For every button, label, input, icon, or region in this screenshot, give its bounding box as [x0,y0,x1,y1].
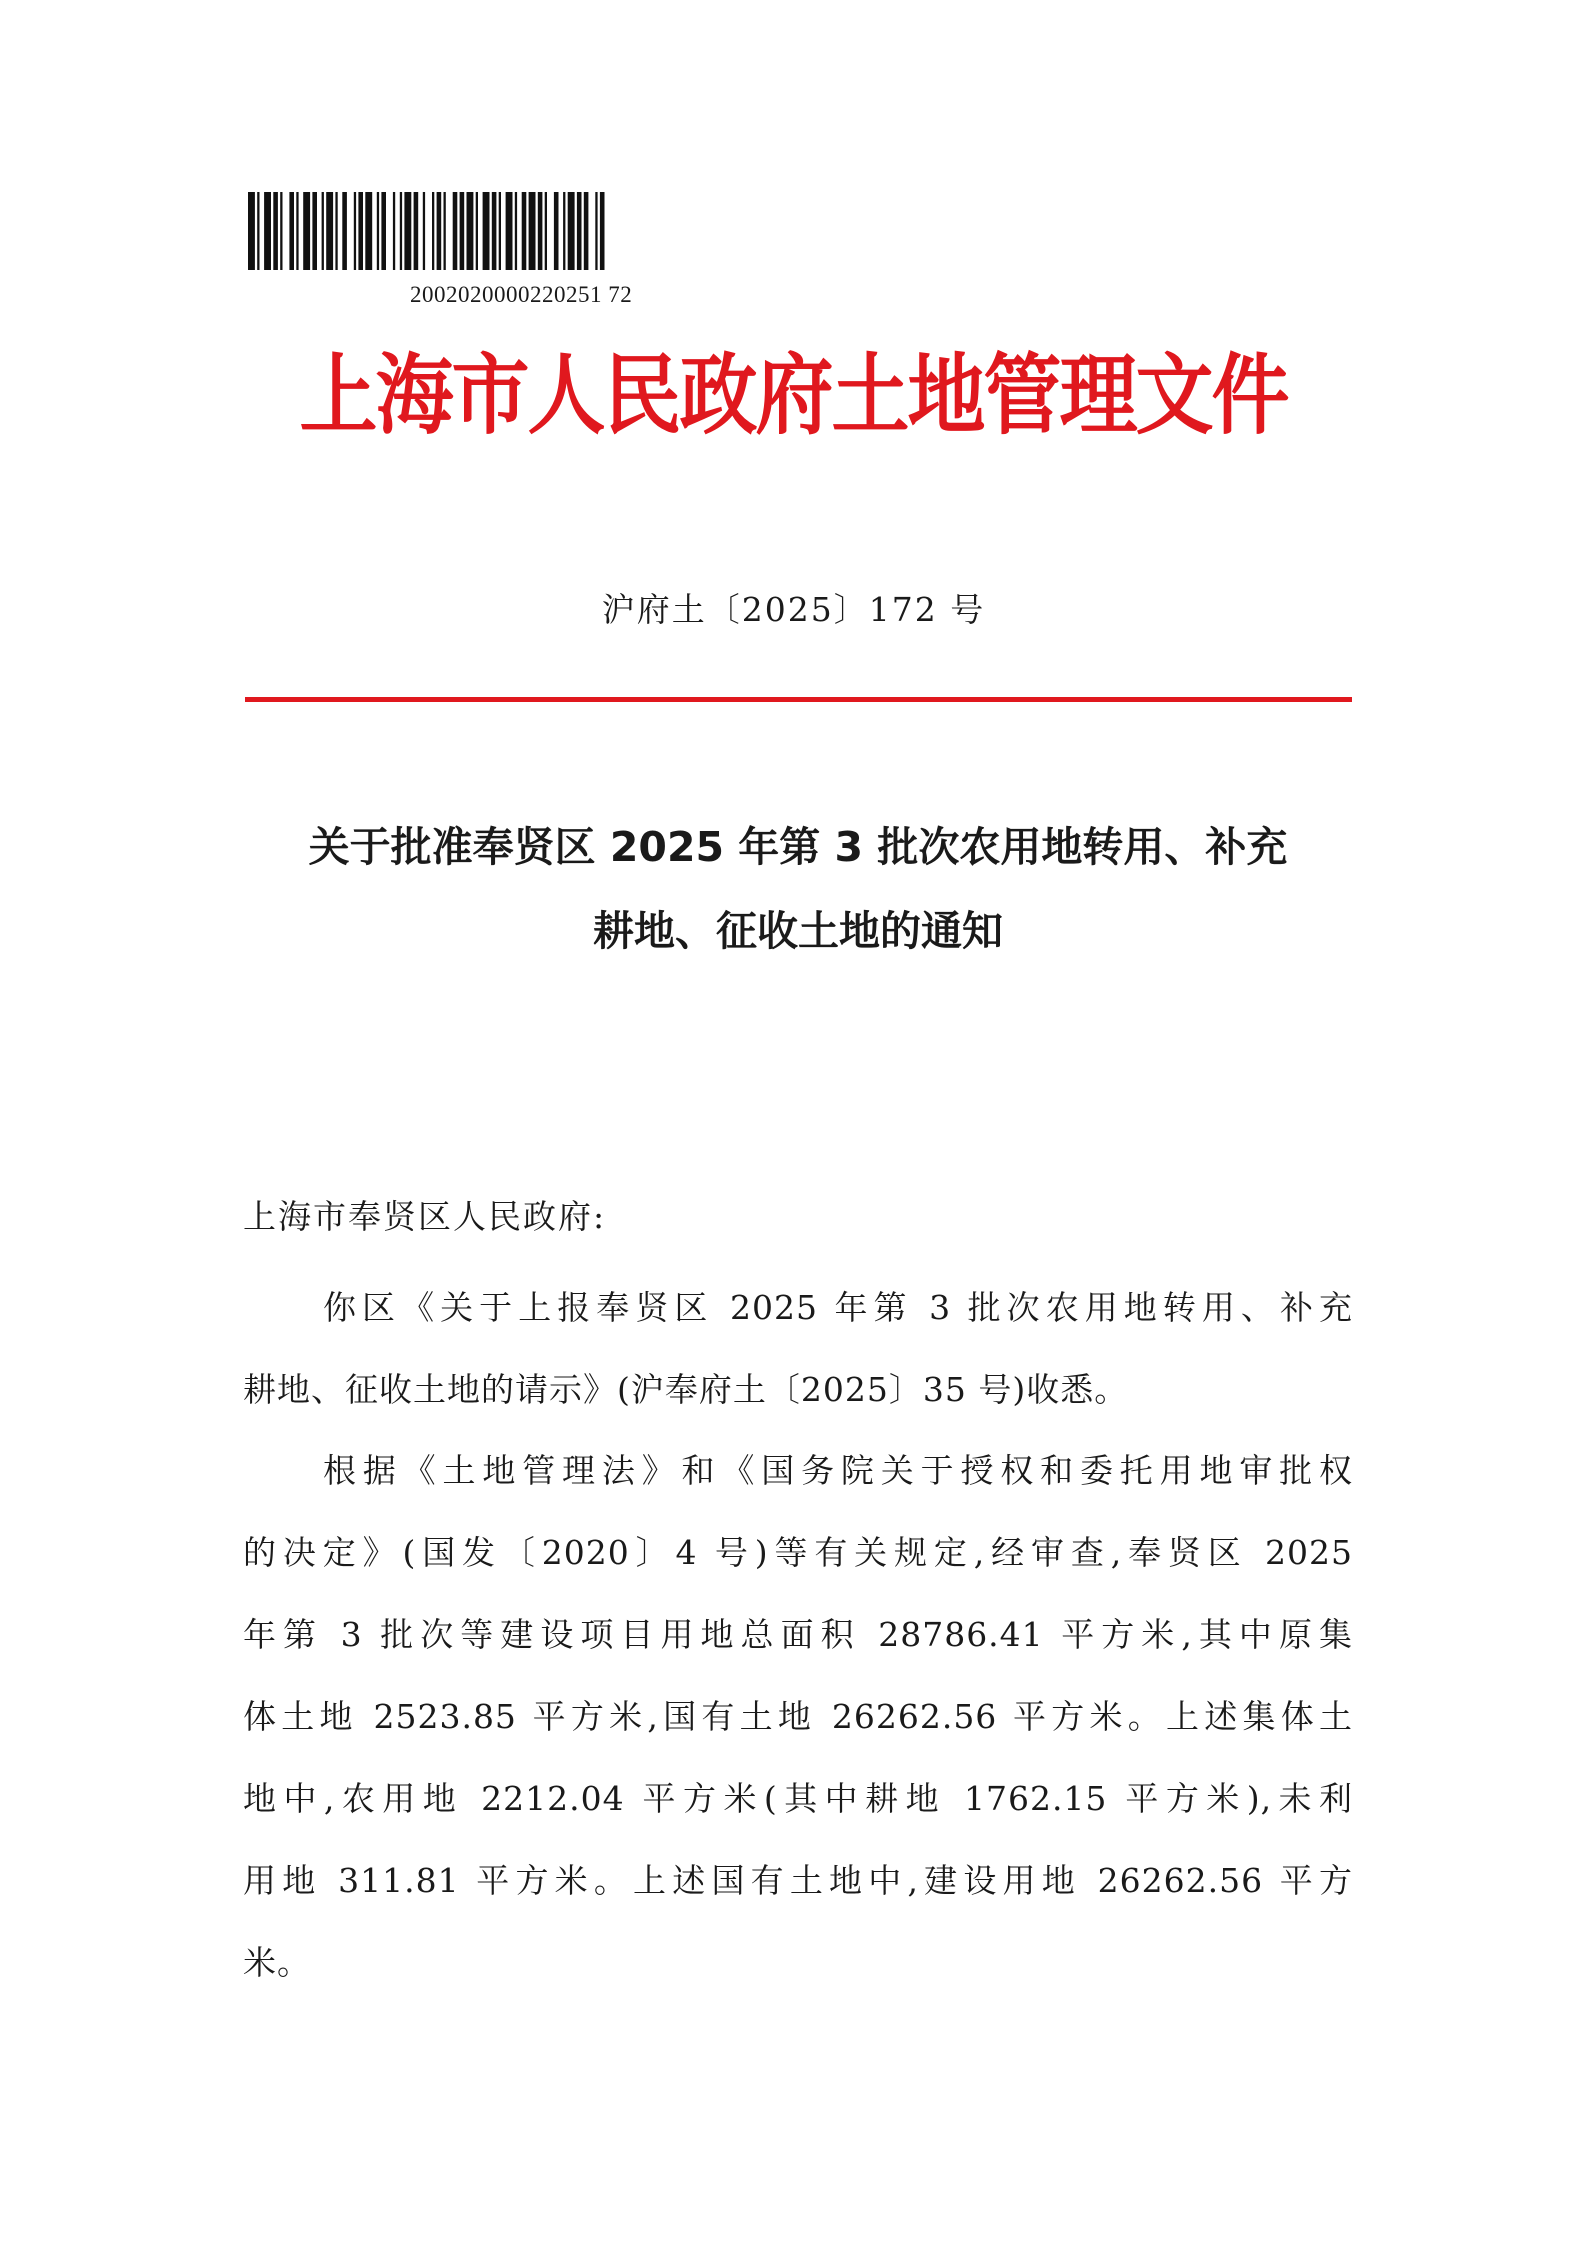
barcode-bar [453,192,458,270]
barcode-bar [584,192,589,270]
barcode-bar [506,192,513,270]
document-number: 沪府土〔2025〕172 号 [601,590,986,629]
barcode-bar [296,192,298,270]
red-divider [245,697,1352,702]
barcode-bar [499,192,501,270]
paragraph-1 [243,1267,1353,1431]
barcode-bar [393,192,395,270]
barcode-bar [577,192,582,270]
barcode-bar [289,192,294,270]
barcode-bar [545,192,547,270]
barcode-bar [248,192,255,270]
barcode-bar [280,192,282,270]
barcode [248,192,840,270]
barcode-bar [326,192,333,270]
barcode-bar [381,192,386,270]
barcode-bar [358,192,363,270]
barcode-bar [460,192,465,270]
barcode-bar [414,192,419,270]
title-line: 关于批准奉贤区 2025 年第 3 批次农用地转用、补充 [308,823,1288,871]
barcode-bar [273,192,278,270]
barcode-bar [568,192,575,270]
barcode-bar [354,192,356,270]
barcode-bar [492,192,497,270]
paragraph-line: 米。 [243,1943,311,1982]
masthead-title: 上海市人民政府土地管理文件 [299,345,1288,447]
paragraph-line: 体土地 2523.85 平方米,国有土地 26262.56 平方米。上述集体土 [243,1697,1353,1736]
barcode-number: 2002020000220251 72 [410,282,633,307]
barcode-bar [563,192,565,270]
barcode-bar [444,192,446,270]
barcode-bar [312,192,317,270]
barcode-bar [264,192,271,270]
barcode-bar [522,192,527,270]
barcode-bar [554,192,559,270]
barcode-bar [437,192,442,270]
barcode-bar [515,192,517,270]
barcode-bar [529,192,536,270]
barcode-bar [342,192,347,270]
paragraph-line: 的决定》(国发〔2020〕4 号)等有关规定,经审查,奉贤区 2025 [243,1533,1353,1572]
paragraph-line: 用地 311.81 平方米。上述国有土地中,建设用地 26262.56 平方 [243,1861,1353,1900]
barcode-bar [595,192,597,270]
barcode-bar [365,192,372,270]
barcode-bar [423,192,425,270]
barcode-bar [483,192,490,270]
barcode-bar [600,192,605,270]
barcode-bar [400,192,402,270]
barcode-bar [303,192,310,270]
paragraph-line: 根据《土地管理法》和《国务院关于授权和委托用地审批权 [323,1451,1353,1490]
barcode-bar [404,192,411,270]
barcode-bar [432,192,434,270]
paragraph-line: 年第 3 批次等建设项目用地总面积 28786.41 平方米,其中原集 [243,1615,1353,1654]
paragraph-2 [243,1430,1353,2004]
barcode-bar [322,192,324,270]
barcode-bar [467,192,474,270]
barcode-bar [538,192,543,270]
barcode-bar [377,192,379,270]
barcode-bar [476,192,478,270]
paragraph-line: 你区《关于上报奉贤区 2025 年第 3 批次农用地转用、补充 [323,1288,1353,1327]
barcode-bar [335,192,337,270]
addressee: 上海市奉贤区人民政府: [243,1197,607,1236]
barcode-bar [257,192,259,270]
paragraph-line: 地中,农用地 2212.04 平方米(其中耕地 1762.15 平方米),未利 [243,1779,1353,1818]
document-title [243,805,1353,973]
title-line: 耕地、征收土地的通知 [593,907,1003,955]
paragraph-line: 耕地、征收土地的请示》(沪奉府土〔2025〕35 号)收悉。 [243,1370,1129,1409]
